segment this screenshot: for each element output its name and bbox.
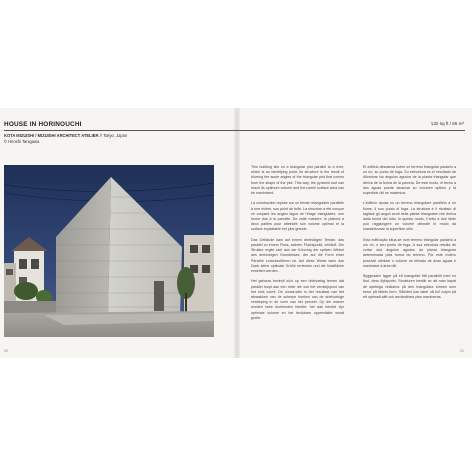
page-number-right: 01 <box>460 349 464 353</box>
credit-block <box>4 133 127 144</box>
body-text-column-1 <box>251 165 344 326</box>
paragraph-portuguese: Esta edificação situa-se num terreno triangular paralelo a um rio, o seu ponto de fuga. A sua estrutura resulta de cortar dos ângulos agudos da planta triangular determinada pela forma do terreno. Por este motivo possível otimizar o volume do telhado de duas águas e maximizar a área útil. <box>363 237 456 268</box>
paragraph-dutch: Het gebouw bevindt zich op een driehoekig terrein dat parallel loopt aan een rivier die ook het verdwijnpunt van het huis vormt. De constructie is het resultaat van het afzwakken van de scherpe hoeken van de driehoekige verdieping in de vorm van het perceel. Op die manier worden twee doeleinden bereikt: het dak bereikt zijn optimale volume en het bruikbare oppervlakte wordt groter. <box>251 279 344 320</box>
page-number-left: 00 <box>4 349 8 353</box>
floor-area: 132 sq ft / 55 m² <box>430 121 464 126</box>
project-location: Tokyo, Japan <box>103 133 128 138</box>
wall-left <box>4 301 56 313</box>
page-title: HOUSE IN HORINOUCHI <box>4 121 82 128</box>
paragraph-english: This building sits on a triangular plot parallel to a river, which is an identifying point. Its structure is the result of blurring the acute angles of the triangular plot that comes from the shape of the plot. This way, the pyramid roof can reach its optimum volume and the useful surface area can be maximized. <box>251 165 344 196</box>
photo-credit: © Hiroshi Tanigawa <box>4 138 40 144</box>
paragraph-swedish: Byggnaden ligger på ett triangulärt fält parallellt med en flod, dess flyktpunkt. Strukturen består av att man kapat de spetsiga vinklarna på den triangulära formen som beror på fältets form. Således kan taket nå full volym på ett optimalt sätt och användbara ytan maximeras. <box>363 274 456 300</box>
paragraph-italian: L'edificio riposa su un terreno triangolare parallelo a un fiume, il suo punto di fuga. La struttura è il risultato di tagliare gli angoli acuti della pianta triangolare che deriva dalla forma del lotto. In questo modo, il tetto a due falde può raggiungere un volume ottimale in modo da massimizzare la superficie utile. <box>363 201 456 232</box>
paragraph-french: La construction repose sur un terrain triangulaire parallèle à une rivière, son point de fuite. La structure a été conçue en coupant les angles aigus de l'étage triangulaire, une forme due à la parcelle. De cette manière, le plafond a deux parties pour atteindre son volume optimal et la surface exploitable est plus grande. <box>251 201 344 232</box>
title-divider <box>4 130 465 131</box>
neighbor-building-left <box>4 263 16 303</box>
paragraph-spanish: El edificio descansa sobre un terreno triangular paralelo a un río, su punto de fuga. Su estructura es el resultado de difuminar los ángulos agudos de la planta triangular que deriva de la forma de la parcela. De este modo, el techo a dos aguas puede alcanzar su volumen óptimo y la superficie útil se maximiza. <box>363 165 456 196</box>
book-gutter <box>234 108 240 358</box>
house-door <box>154 281 164 311</box>
credit-separator: // <box>99 133 102 138</box>
house-photo <box>4 165 214 337</box>
architect-name: KOTA MIZUISHI / MIZUISHI ARCHITECT ATELIER <box>4 133 99 138</box>
paragraph-german: Das Gebäude kam auf einem dreieckigen Terrain, das parallel zu einem Fluss, seinem Fluchtpunkt, verläuft. Die Struktur ergibt sich aus der Kürzung der spitzen Winkel des dreieckigen Grundrisses, der auf die Form einer Parzelle zurückzuführen ist. Auf diese Weise kann das Dach seine optimale Größe erreichen und die Nutzfläche erweitert werden. <box>251 237 344 274</box>
body-text-column-2 <box>363 165 456 305</box>
